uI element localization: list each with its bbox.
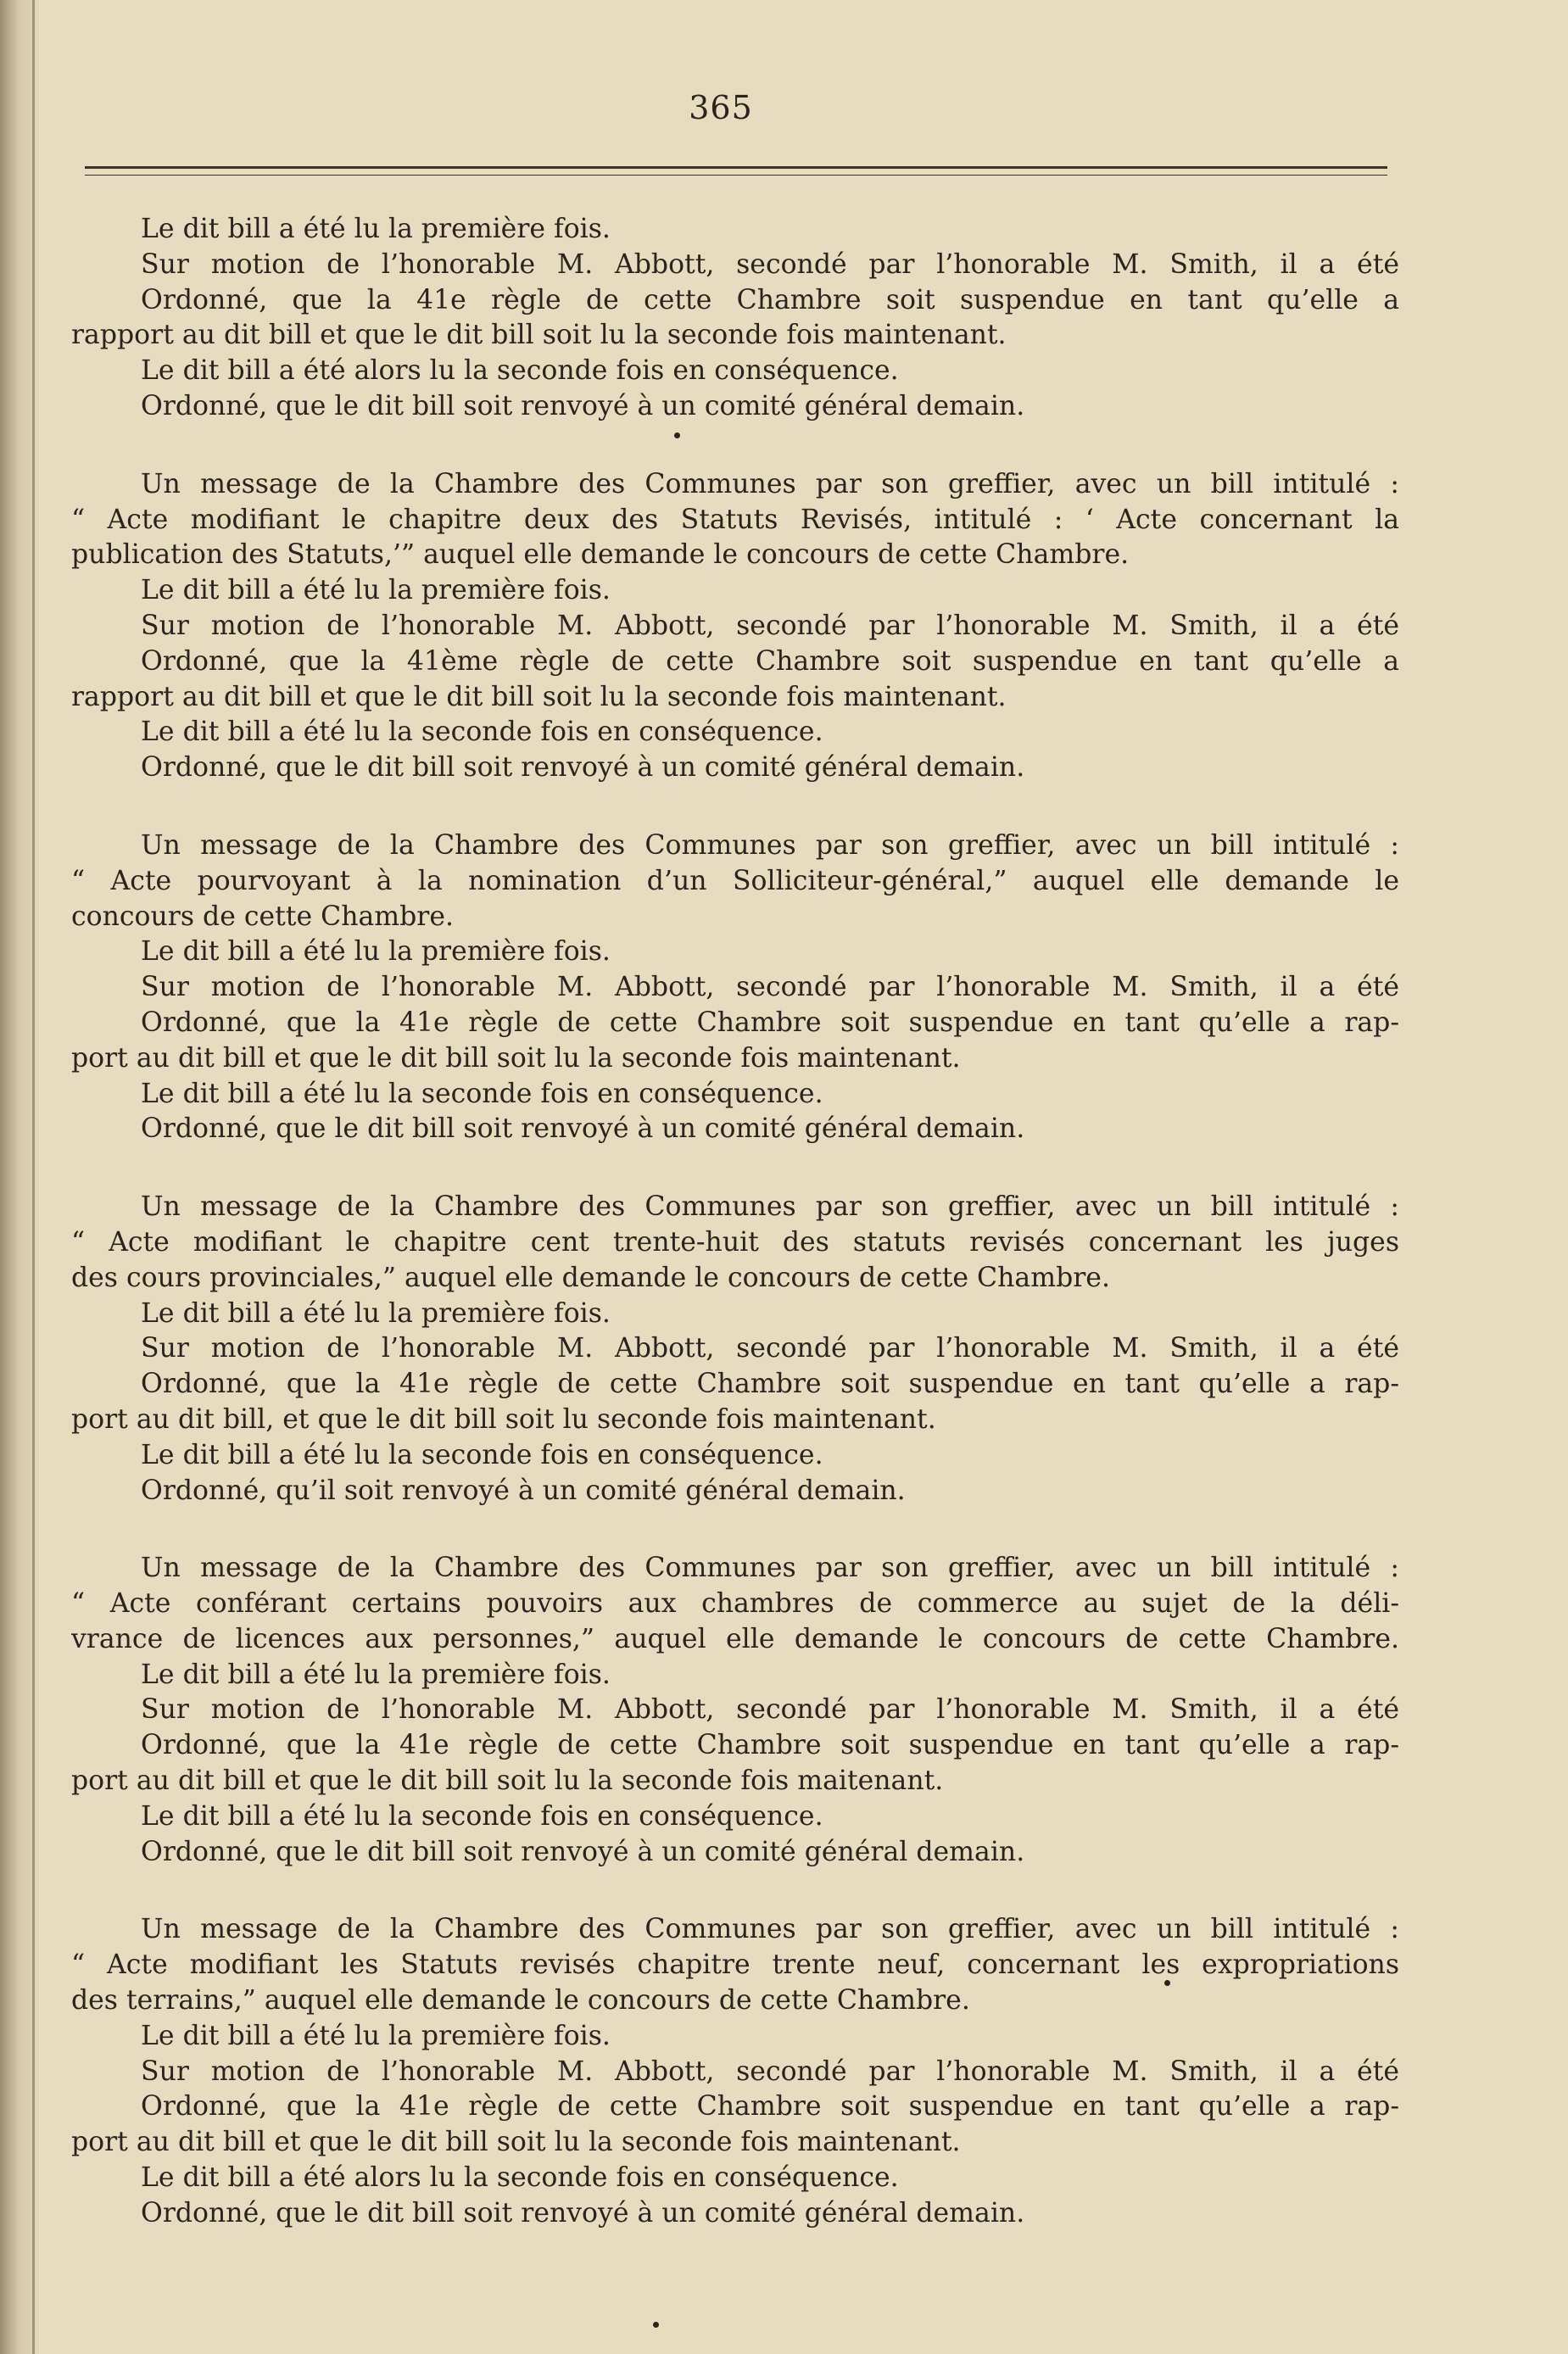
text-line: “ Acte modifiant les Statuts revisés chapitre trente neuf, concernant les expropriations (71, 1950, 1399, 1981)
text-line: Un message de la Chambre des Communes par son greffier, avec un bill intitulé : (141, 1914, 1399, 1945)
text-line: port au dit bill et que le dit bill soit lu la seconde fois maintenant. (71, 2127, 961, 2158)
message-section (71, 1190, 1399, 1509)
text-line: Le dit bill a été lu la première fois. (141, 936, 611, 968)
header-rule-thick (85, 166, 1387, 169)
text-line: Ordonné, que le dit bill soit renvoyé à un comité général demain. (141, 1836, 1025, 1867)
text-line: Sur motion de l’honorable M. Abbott, secondé par l’honorable M. Smith, il a été (141, 972, 1399, 1003)
text-line: rapport au dit bill et que le dit bill soit lu la seconde fois maintenant. (71, 320, 1007, 351)
text-line: concours de cette Chambre. (71, 901, 455, 932)
proceedings-section (71, 212, 1399, 425)
text-line: Le dit bill a été lu la seconde fois en conséquence. (141, 1800, 823, 1832)
ink-speck (653, 2322, 659, 2328)
text-line: rapport au dit bill et que le dit bill soit lu la seconde fois maintenant. (71, 681, 1007, 712)
text-line: Un message de la Chambre des Communes par son greffier, avec un bill intitulé : (141, 1191, 1399, 1223)
text-line: “ Acte pourvoyant à la nomination d’un Solliciteur-général,” auquel elle demande le (71, 865, 1399, 896)
header-rule-thin (85, 175, 1387, 176)
text-line: des terrains,” auquel elle demande le concours de cette Chambre. (71, 1985, 970, 2017)
message-section (71, 828, 1399, 1147)
text-line: Le dit bill a été alors lu la seconde fois en conséquence. (141, 355, 899, 387)
message-section (71, 467, 1399, 786)
text-line: Sur motion de l’honorable M. Abbott, secondé par l’honorable M. Smith, il a été (141, 1333, 1399, 1364)
page-number: 365 (689, 89, 753, 126)
ink-speck (1164, 1980, 1170, 1986)
text-line: vrance de licences aux personnes,” auquel elle demande le concours de cette Chambre. (71, 1623, 1399, 1654)
text-line: Le dit bill a été lu la seconde fois en conséquence. (141, 1439, 823, 1470)
text-line: Le dit bill a été lu la première fois. (141, 214, 611, 244)
text-line: Ordonné, qu’il soit renvoyé à un comité général demain. (141, 1475, 906, 1506)
text-line: Sur motion de l’honorable M. Abbott, secondé par l’honorable M. Smith, il a été (141, 610, 1399, 641)
text-line: Sur motion de l’honorable M. Abbott, secondé par l’honorable M. Smith, il a été (141, 248, 1399, 280)
text-line: Ordonné, que le dit bill soit renvoyé à un comité général demain. (141, 752, 1025, 784)
text-line: publication des Statuts,’” auquel elle demande le concours de cette Chambre. (71, 539, 1130, 571)
text-line: Le dit bill a été lu la seconde fois en conséquence. (141, 717, 823, 748)
message-section (71, 1551, 1399, 1870)
text-line: Ordonné, que la 41e règle de cette Chambre soit suspendue en tant qu’elle a rap- (141, 1007, 1399, 1038)
text-line: “ Acte modifiant le chapitre cent trente-huit des statuts revisés concernant les juges (71, 1226, 1399, 1258)
text-line: Le dit bill a été lu la première fois. (141, 575, 611, 606)
ink-speck (674, 432, 680, 438)
text-line: Ordonné, que la 41e règle de cette Chambre soit suspendue en tant qu’elle a (141, 284, 1399, 315)
text-line: Sur motion de l’honorable M. Abbott, secondé par l’honorable M. Smith, il a été (141, 1694, 1399, 1726)
message-section (71, 1912, 1399, 2231)
text-line: Ordonné, que la 41e règle de cette Chambre soit suspendue en tant qu’elle a rap- (141, 1369, 1399, 1400)
text-line: Ordonné, que la 41ème règle de cette Chambre soit suspendue en tant qu’elle a (141, 645, 1399, 677)
text-line: Ordonné, que la 41e règle de cette Chambre soit suspendue en tant qu’elle a rap- (141, 1730, 1399, 1761)
binding-edge-line (32, 0, 35, 2354)
text-line: Le dit bill a été lu la seconde fois en conséquence. (141, 1078, 823, 1109)
text-line: Ordonné, que le dit bill soit renvoyé à un comité général demain. (141, 2197, 1025, 2228)
page-body (71, 212, 1399, 2232)
text-line: Le dit bill a été lu la première fois. (141, 1297, 611, 1329)
text-line: port au dit bill et que le dit bill soit lu la seconde fois maintenant. (71, 1042, 961, 1074)
text-line: Sur motion de l’honorable M. Abbott, secondé par l’honorable M. Smith, il a été (141, 2056, 1399, 2087)
text-line: Un message de la Chambre des Communes par son greffier, avec un bill intitulé : (141, 468, 1399, 499)
text-line: Ordonné, que la 41e règle de cette Chambre soit suspendue en tant qu’elle a rap- (141, 2091, 1399, 2123)
text-line: port au dit bill, et que le dit bill soit lu seconde fois maintenant. (71, 1403, 936, 1435)
text-line: “ Acte conférant certains pouvoirs aux chambres de commerce au sujet de la déli- (71, 1588, 1399, 1620)
text-line: Le dit bill a été lu la première fois. (141, 1659, 611, 1690)
text-line: Ordonné, que le dit bill soit renvoyé à un comité général demain. (141, 1113, 1025, 1145)
text-line: Le dit bill a été alors lu la seconde fois en conséquence. (141, 2162, 899, 2194)
text-line: Le dit bill a été lu la première fois. (141, 2020, 611, 2051)
text-line: “ Acte modifiant le chapitre deux des Statuts Revisés, intitulé : ‘ Acte concernant la (71, 504, 1399, 535)
text-line: port au dit bill et que le dit bill soit lu la seconde fois maitenant. (71, 1766, 944, 1797)
text-line: des cours provinciales,” auquel elle demande le concours de cette Chambre. (71, 1262, 1110, 1293)
text-line: Un message de la Chambre des Communes par son greffier, avec un bill intitulé : (141, 829, 1399, 861)
text-line: Ordonné, que le dit bill soit renvoyé à un comité général demain. (141, 390, 1025, 421)
text-line: Un message de la Chambre des Communes par son greffier, avec un bill intitulé : (141, 1553, 1399, 1584)
